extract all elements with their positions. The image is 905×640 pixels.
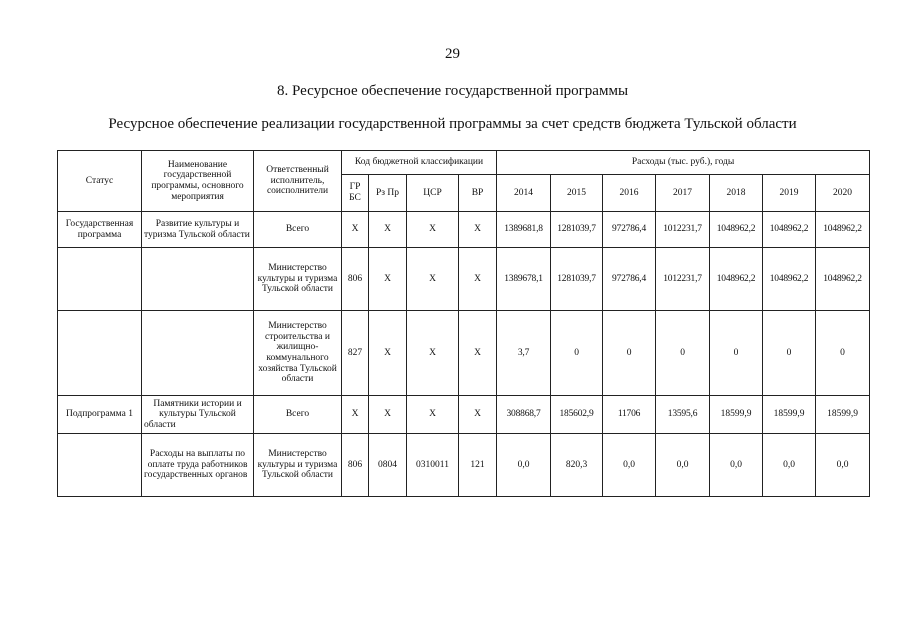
value-cell: 0,0 <box>763 434 816 497</box>
csr-cell: Х <box>407 311 459 396</box>
responsible-cell: Министерство строительства и жилищно-коммунального хозяйства Тульской области <box>254 311 342 396</box>
header-rzpr: Рз Пр <box>369 175 407 212</box>
header-year: 2018 <box>710 175 763 212</box>
csr-cell: Х <box>407 396 459 434</box>
table-row <box>58 311 870 396</box>
header-year: 2014 <box>497 175 551 212</box>
value-cell: 972786,4 <box>603 212 656 248</box>
value-cell: 18599,9 <box>763 396 816 434</box>
value-cell: 972786,4 <box>603 248 656 311</box>
table-row <box>58 434 870 497</box>
header-expenses: Расходы (тыс. руб.), годы <box>497 151 870 175</box>
status-cell: Подпрограмма 1 <box>58 396 142 434</box>
value-cell: 1389681,8 <box>497 212 551 248</box>
value-cell: 0,0 <box>816 434 870 497</box>
header-vr: ВР <box>459 175 497 212</box>
value-cell: 18599,9 <box>816 396 870 434</box>
grbs-cell: 806 <box>342 248 369 311</box>
value-cell: 1048962,2 <box>763 212 816 248</box>
table-title: Ресурсное обеспечение реализации государственной программы за счет средств бюджета Тульской области <box>108 116 797 132</box>
vr-cell: Х <box>459 396 497 434</box>
csr-cell: 0310011 <box>407 434 459 497</box>
value-cell: 1048962,2 <box>816 212 870 248</box>
status-cell <box>58 248 142 311</box>
header-name: Наименование государственной программы, основного мероприятия <box>142 151 254 212</box>
header-row <box>58 151 870 175</box>
value-cell: 0 <box>816 311 870 396</box>
value-cell: 0,0 <box>710 434 763 497</box>
vr-cell: 121 <box>459 434 497 497</box>
page-number: 29 <box>445 46 460 62</box>
resource-table <box>57 150 870 497</box>
status-cell: Государственная программа <box>58 212 142 248</box>
rzpr-cell: 0804 <box>369 434 407 497</box>
vr-cell: Х <box>459 212 497 248</box>
value-cell: 1389678,1 <box>497 248 551 311</box>
name-cell: Памятники истории и культуры Тульской области <box>142 396 254 434</box>
value-cell: 1048962,2 <box>816 248 870 311</box>
status-cell <box>58 434 142 497</box>
header-grbs: ГР БС <box>342 175 369 212</box>
value-cell: 18599,9 <box>710 396 763 434</box>
value-cell: 1048962,2 <box>710 248 763 311</box>
name-cell <box>142 311 254 396</box>
value-cell: 0,0 <box>497 434 551 497</box>
rzpr-cell: Х <box>369 212 407 248</box>
value-cell: 308868,7 <box>497 396 551 434</box>
grbs-cell: 827 <box>342 311 369 396</box>
responsible-cell: Всего <box>254 396 342 434</box>
vr-cell: Х <box>459 248 497 311</box>
status-cell <box>58 311 142 396</box>
value-cell: 185602,9 <box>551 396 603 434</box>
header-status: Статус <box>58 151 142 212</box>
header-responsible: Ответственный исполнитель, соисполнители <box>254 151 342 212</box>
section-title: 8. Ресурсное обеспечение государственной программы <box>276 83 629 99</box>
name-cell: Расходы на выплаты по оплате труда работников государственных органов <box>142 434 254 497</box>
value-cell: 1281039,7 <box>551 248 603 311</box>
responsible-cell: Министерство культуры и туризма Тульской области <box>254 248 342 311</box>
header-csr: ЦСР <box>407 175 459 212</box>
header-budget-code: Код бюджетной классификации <box>342 151 497 175</box>
value-cell: 0,0 <box>656 434 710 497</box>
csr-cell: Х <box>407 248 459 311</box>
table-row <box>58 396 870 434</box>
header-year: 2015 <box>551 175 603 212</box>
value-cell: 0,0 <box>603 434 656 497</box>
grbs-cell: Х <box>342 396 369 434</box>
rzpr-cell: Х <box>369 248 407 311</box>
header-year: 2016 <box>603 175 656 212</box>
value-cell: 0 <box>656 311 710 396</box>
value-cell: 1281039,7 <box>551 212 603 248</box>
value-cell: 0 <box>763 311 816 396</box>
value-cell: 0 <box>603 311 656 396</box>
value-cell: 0 <box>551 311 603 396</box>
value-cell: 1048962,2 <box>710 212 763 248</box>
rzpr-cell: Х <box>369 311 407 396</box>
value-cell: 0 <box>710 311 763 396</box>
header-year: 2017 <box>656 175 710 212</box>
vr-cell: Х <box>459 311 497 396</box>
value-cell: 13595,6 <box>656 396 710 434</box>
name-cell <box>142 248 254 311</box>
value-cell: 820,3 <box>551 434 603 497</box>
table-row <box>58 212 870 248</box>
grbs-cell: 806 <box>342 434 369 497</box>
responsible-cell: Всего <box>254 212 342 248</box>
table-row <box>58 248 870 311</box>
rzpr-cell: Х <box>369 396 407 434</box>
responsible-cell: Министерство культуры и туризма Тульской области <box>254 434 342 497</box>
header-year: 2020 <box>816 175 870 212</box>
grbs-cell: Х <box>342 212 369 248</box>
value-cell: 1012231,7 <box>656 212 710 248</box>
value-cell: 1048962,2 <box>763 248 816 311</box>
value-cell: 11706 <box>603 396 656 434</box>
header-year: 2019 <box>763 175 816 212</box>
csr-cell: Х <box>407 212 459 248</box>
name-cell: Развитие культуры и туризма Тульской области <box>142 212 254 248</box>
value-cell: 1012231,7 <box>656 248 710 311</box>
value-cell: 3,7 <box>497 311 551 396</box>
